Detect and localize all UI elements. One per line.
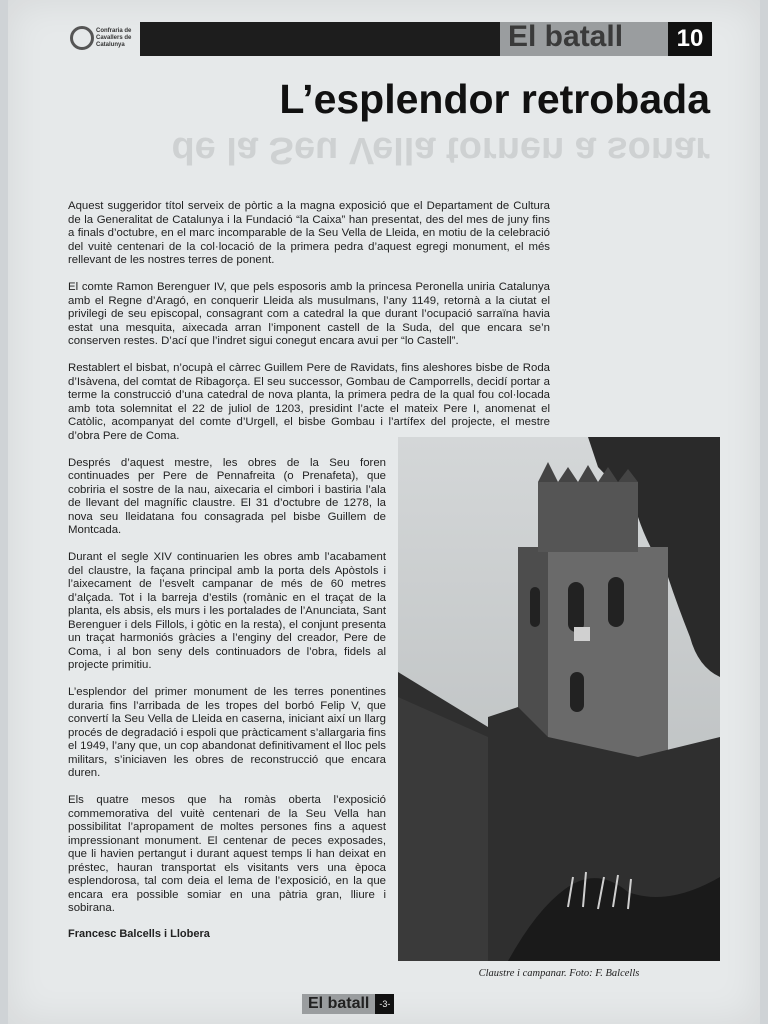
- magazine-page: [8, 0, 760, 1024]
- bell-tower-illustration: [398, 437, 720, 961]
- issue-number: 10: [668, 22, 712, 56]
- logo-emblem-icon: [70, 26, 94, 50]
- cathedral-photo: [398, 437, 720, 961]
- footer-magazine-logo: El batall: [302, 994, 375, 1014]
- magazine-title: El batall: [508, 20, 624, 53]
- article-author: Francesc Balcells i Llobera: [68, 928, 210, 940]
- paragraph-5: Durant el segle XIV continuarien les obres amb l’acabament del claustre, la façana principal amb la porta dels Apòstols i l’aixecament de l’esvelt campanar de més de 60 metres d’alçada. Tot i la barreja d’estils (romànic en el traçat de la planta, els absis, els murs i les portalades de l’Anunciata, Sant Berenguer i dels Fillols, i gòtic en la resta), el conjunt presenta un traçat harmoniós gràcies a l’enginy del creador, Pere de Coma, i al bon seny dels continuadors de l’obra, fidels al projecte primitiu.: [68, 551, 386, 671]
- show-through-text: de la Seu Vella tornen a sonar: [171, 129, 710, 171]
- paragraph-2: El comte Ramon Berenguer IV, que pels esposoris amb la princesa Peronella uniria Catalunya amb el Regne d’Aragó, en conquerir Lleida als musulmans, l’any 1149, retornà a la ciutat el privilegi de seu episcopal, consagrant com a catedral la que durant l’ocupació sarraïna havia estat una mesquita, aixecada arran l’imponent castell de la Suda, del que encara se’n conserven restes. D’ací que l’indret sigui conegut encara avui per “lo Castell”.: [68, 281, 550, 347]
- paragraph-6: L’esplendor del primer monument de les terres ponentines duraria fins l’arribada de les tropes del borbó Felip V, que convertí la Seu Vella de Lleida en caserna, iniciant així un llarg procés de degradació i espoli que pràcticament s’allargaria fins el 1949, l’any que, un cop abandonat definitivament el lloc pels militars, s’iniciaven les obres de reconstrucció que encara duren.: [68, 686, 386, 779]
- footer-page-number: -3-: [375, 994, 394, 1014]
- photo-caption: Claustre i campanar. Foto: F. Balcells: [478, 968, 640, 979]
- header-black-bar: [140, 22, 500, 56]
- page-footer: [302, 994, 394, 1014]
- paragraph-7: Els quatre mesos que ha romàs oberta l’exposició commemorativa del vuitè centenari de la Seu Vella han possibilitat l’apropament de moltes persones fins a aquest impressionant monument. El centenar de peces exposades, que li havien pertangut i durant aquest temps li han deixat en préstec, hauran transportat els visitants vers una època esplendorosa, tal com deia el lema de l’exposició, en la que encara era possible somiar en una pàtria gran, lliure i sobirana.: [68, 794, 386, 914]
- paragraph-4: Després d’aquest mestre, les obres de la Seu foren continuades per Pere de Pennafreita (o Prenafeta), que cobriria el sostre de la nau, aixecaria el cimbori i bastiria l’ala de llevant del magnífic claustre. El 31 d’octubre de 1278, la nova seu lleidatana fou consagrada pel bisbe Guillem de Montcada.: [68, 456, 386, 536]
- paragraph-3: Restablert el bisbat, n’ocupà el càrrec Guillem Pere de Ravidats, fins aleshores bisbe de Roda d’Isàvena, del comtat de Ribagorça. El seu successor, Gombau de Camporrells, decidí portar a terme la construcció d’una catedral de nova planta, la primera pedra de la qual fou col·locada amb tota solemnitat el 22 de juliol de 1203, presidint l’acte el mateix Pere I, anomenat el Catòlic, acompanyat del comte d’Urgell, el bisbe Gombau i l’artífex del projecte, el mestre d’obra Pere de Coma.: [68, 362, 550, 442]
- paragraph-1: Aquest suggeridor títol serveix de pòrtic a la magna exposició que el Departament de Cultura de la Generalitat de Catalunya i la Fundació “la Caixa” han presentat, des del mes de juny fins a finals d’octubre, en el marc incomparable de la Seu Vella de Lleida, en motiu de la celebració del vuitè centenari de la col·locació de la primera pedra d’aquest egregi monument, el més rellevant de les nostres terres de ponent.: [68, 200, 550, 266]
- logo-text: Confraria de Cavallers de Catalunya: [96, 28, 132, 48]
- publisher-logo: [70, 24, 140, 56]
- article-headline: L’esplendor retrobada: [279, 76, 710, 122]
